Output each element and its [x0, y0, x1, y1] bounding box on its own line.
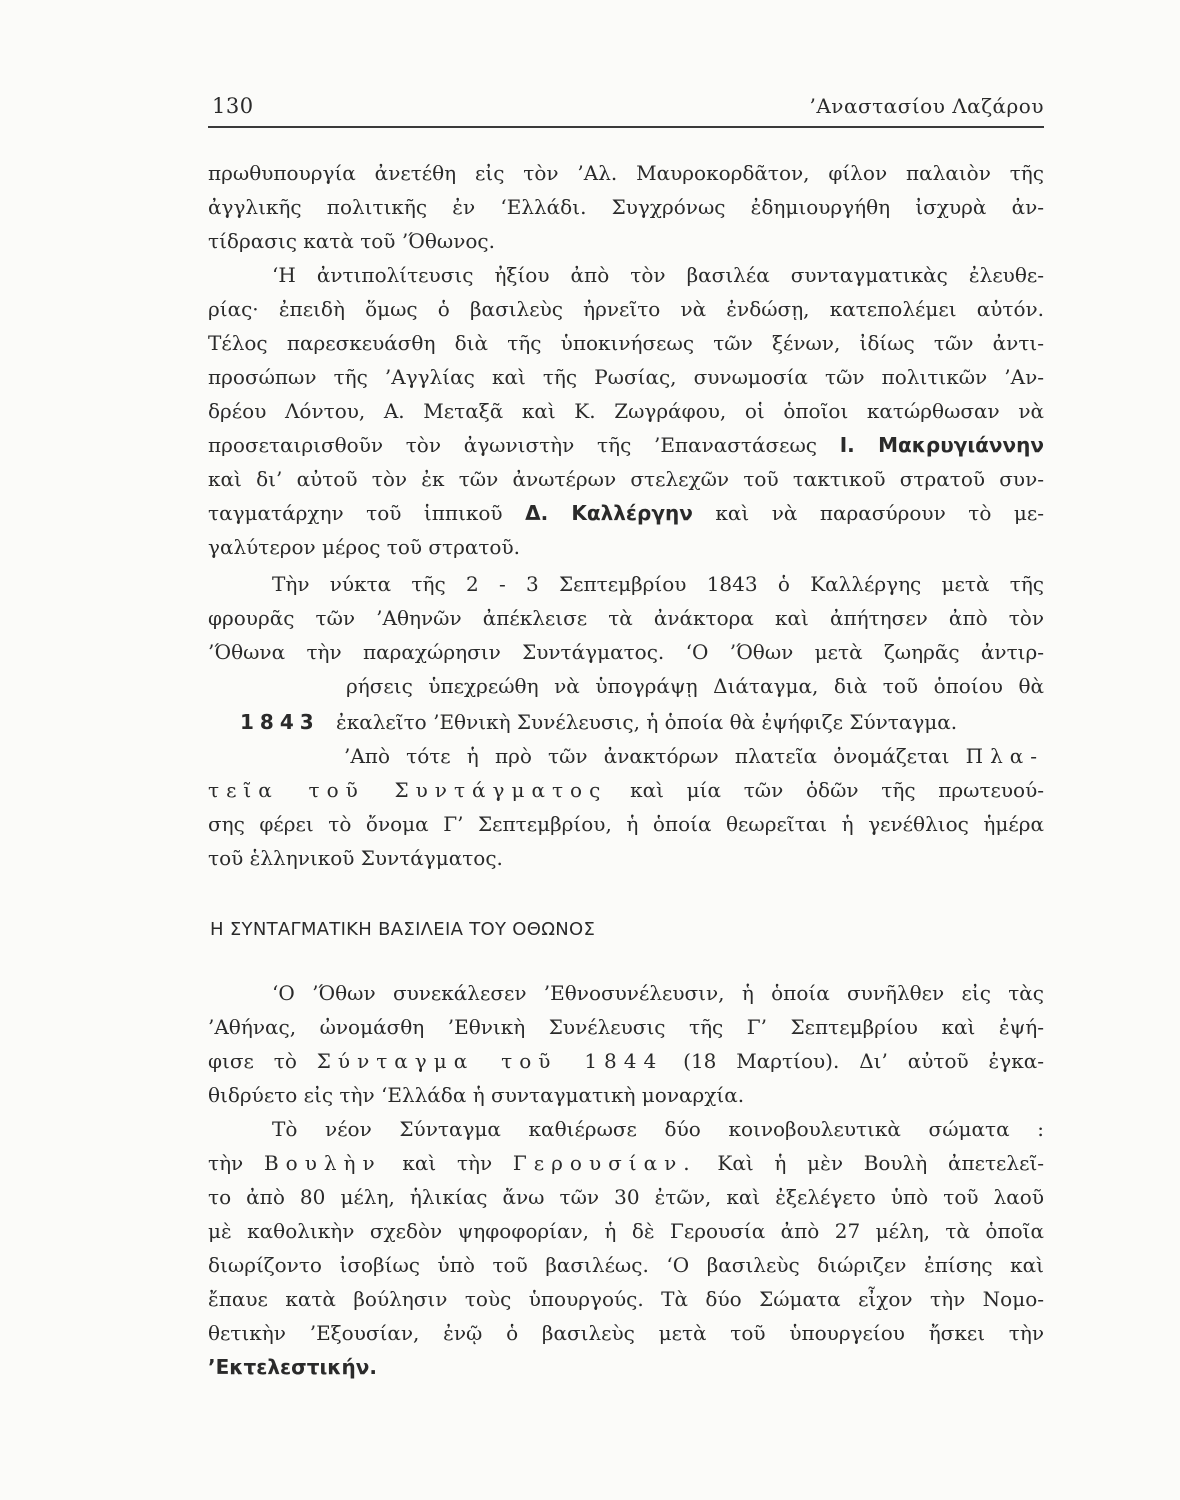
spaced-term: τεῖα τοῦ Συντάγματος: [208, 778, 608, 802]
para4-text: καὶ μία τῶν ὁδῶν τῆς πρωτευού-: [630, 778, 1045, 802]
para4-line: σης φέρει τὸ ὄνομα Γ’ Σεπτεμβρίου, ἡ ὁποία θεωρεῖται ἡ γενέθλιος ἡμέρα: [208, 812, 1044, 836]
para3-line: φρουρᾶς τῶν ’Αθηνῶν ἀπέκλεισε τὰ ἀνάκτορα καὶ ἀπήτησεν ἀπὸ τὸν: [208, 606, 1044, 630]
para5-text: φισε τὸ: [208, 1049, 297, 1073]
para6-line: ἔπαυε κατὰ βούλησιν τοὺς ὑπουργούς. Τὰ δύο Σώματα εἶχον τὴν Νομο-: [208, 1287, 1044, 1311]
name-makrygiannis: Ι. Μακρυγιάννην: [839, 433, 1045, 457]
para6-line: θετικὴν ’Εξουσίαν, ἐνῷ ὁ βασιλεὺς μετὰ τοῦ ὑπουργείου ἤσκει τὴν: [208, 1321, 1044, 1345]
para6-text: τὴν: [208, 1151, 244, 1175]
spaced-term: Βουλὴν: [263, 1151, 382, 1175]
page-number: 130: [212, 94, 254, 118]
para4-line: [344, 739, 1044, 773]
para2-text: καὶ νὰ παρασύρουν τὸ με-: [715, 501, 1045, 525]
para2-line: προσώπων τῆς ’Αγγλίας καὶ τῆς Ρωσίας, συνωμοσία τῶν πολιτικῶν ’Αν-: [208, 365, 1044, 389]
section-heading: Η ΣΥΝΤΑΓΜΑΤΙΚΗ ΒΑΣΙΛΕΙΑ ΤΟΥ ΟΘΩΝΟΣ: [210, 919, 596, 940]
para5-line: ‘Ο ’Όθων συνεκάλεσεν ’Εθνοσυνέλευσιν, ἡ ὁποία συνῆλθεν εἰς τὰς: [272, 981, 1044, 1005]
para4-text: ’Απὸ τότε ἡ πρὸ τῶν ἀνακτόρων πλατεῖα ὀνομάζεται: [344, 744, 950, 768]
para6-text: καὶ τὴν: [402, 1151, 493, 1175]
para2-line: καὶ δι’ αὐτοῦ τὸν ἐκ τῶν ἀνωτέρων στελεχῶν τοῦ τακτικοῦ στρατοῦ συν-: [208, 467, 1044, 491]
spaced-term: Γερουσίαν.: [512, 1151, 697, 1175]
para2-text: ταγματάρχην τοῦ ἱππικοῦ: [208, 501, 503, 525]
para6-line: διωρίζοντο ἰσοβίως ὑπὸ τοῦ βασιλέως. ‘Ο βασιλεὺς διώριζεν ἐπίσης καὶ: [208, 1253, 1044, 1277]
para3-line: ’Όθωνα τὴν παραχώρησιν Συντάγματος. ‘Ο ’Όθων μετὰ ζωηρᾶς ἀντιρ-: [208, 640, 1044, 664]
para5-text: (18 Μαρτίου). Δι’ αὐτοῦ ἐγκα-: [683, 1049, 1045, 1073]
para3-line: ρήσεις ὑπεχρεώθη νὰ ὑπογράψῃ Διάταγμα, διὰ τοῦ ὁποίου θὰ: [346, 674, 1044, 698]
para3-line: ἐκαλεῖτο ’Εθνικὴ Συνέλευσις, ἡ ὁποία θὰ ἐψήφιζε Σύνταγμα.: [336, 710, 958, 734]
para3-line: Τὴν νύκτα τῆς 2 - 3 Σεπτεμβρίου 1843 ὁ Καλλέργης μετὰ τῆς: [272, 572, 1044, 596]
running-head: [208, 92, 1044, 128]
para5-line: ’Αθήνας, ὠνομάσθη ’Εθνικὴ Συνέλευσις τῆς Γ’ Σεπτεμβρίου καὶ ἐψή-: [208, 1015, 1044, 1039]
para2-line: Τέλος παρεσκευάσθη διὰ τῆς ὑποκινήσεως τῶν ξένων, ἰδίως τῶν ἀντι-: [208, 331, 1044, 355]
running-author: ’Αναστασίου Λαζάρου: [809, 94, 1044, 118]
marginal-year: 1843: [240, 710, 320, 734]
para2-line: ‘Η ἀντιπολίτευσις ἠξίου ἀπὸ τὸν βασιλέα συνταγματικὰς ἐλευθε-: [272, 263, 1044, 287]
para2-line: δρέου Λόντου, Α. Μεταξᾶ καὶ Κ. Ζωγράφου, οἱ ὁποῖοι κατώρθωσαν νὰ: [208, 399, 1044, 423]
para2-line: ρίας· ἐπειδὴ ὅμως ὁ βασιλεὺς ἠρνεῖτο νὰ ἐνδώσῃ, κατεπολέμει αὐτόν.: [208, 297, 1044, 321]
name-kallergis: Δ. Καλλέργην: [525, 501, 693, 525]
para4-line: τοῦ ἑλληνικοῦ Συντάγματος.: [208, 846, 503, 870]
para6-text: Καὶ ἡ μὲν Βουλὴ ἀπετελεῖ-: [717, 1151, 1045, 1175]
para1-line: ἀγγλικῆς πολιτικῆς ἐν ‘Ελλάδι. Συγχρόνως ἐδημιουργήθη ἰσχυρὰ ἀν-: [208, 195, 1044, 219]
para6-line: το ἀπὸ 80 μέλη, ἡλικίας ἄνω τῶν 30 ἐτῶν, καὶ ἐξελέγετο ὑπὸ τοῦ λαοῦ: [208, 1185, 1044, 1209]
spaced-term: Σύνταγμα τοῦ 1844: [316, 1049, 664, 1073]
para6-line: Τὸ νέον Σύνταγμα καθιέρωσε δύο κοινοβουλευτικὰ σώματα :: [272, 1117, 1044, 1141]
para5-line: [208, 1044, 1044, 1078]
para1-line: τίδρασις κατὰ τοῦ ’Όθωνος.: [208, 229, 495, 253]
para5-line: θιδρύετο εἰς τὴν ‘Ελλάδα ἡ συνταγματικὴ μοναρχία.: [208, 1083, 745, 1107]
para4-line: [208, 773, 1044, 807]
para1-line: πρωθυπουργία ἀνετέθη εἰς τὸν ’Αλ. Μαυροκορδᾶτον, φίλον παλαιὸν τῆς: [208, 161, 1044, 185]
para2-line: [208, 496, 1044, 530]
para6-line: [208, 1146, 1044, 1180]
para6-line: μὲ καθολικὴν σχεδὸν ψηφοφορίαν, ἡ δὲ Γερουσία ἀπὸ 27 μέλη, τὰ ὁποῖα: [208, 1219, 1044, 1243]
spaced-term: Πλα-: [965, 744, 1045, 768]
para2-text: προσεταιρισθοῦν τὸν ἀγωνιστὴν τῆς ’Επαναστάσεως: [208, 433, 817, 457]
para2-line: γαλύτερον μέρος τοῦ στρατοῦ.: [208, 535, 520, 559]
para2-line: [208, 428, 1044, 462]
para6-line: ’Εκτελεστικήν.: [208, 1355, 377, 1379]
